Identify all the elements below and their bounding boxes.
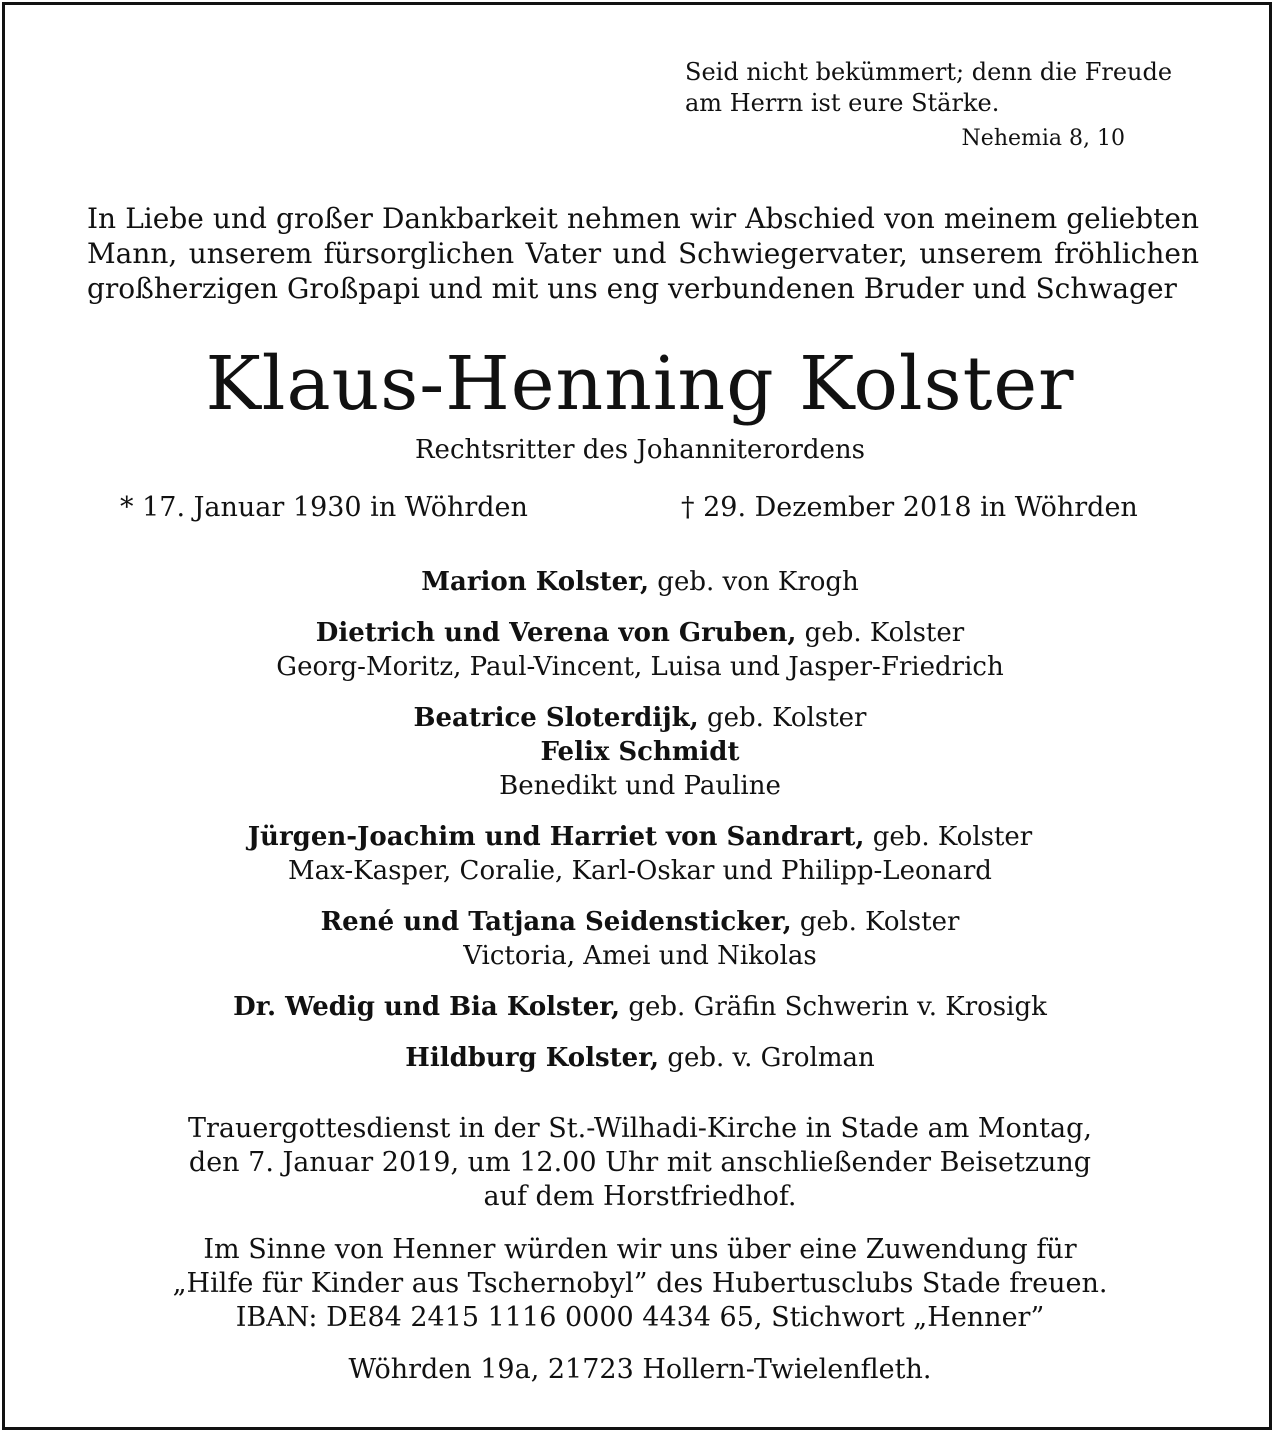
children-line: Georg-Moritz, Paul-Vincent, Luisa und Jasper-Friedrich <box>276 652 1004 682</box>
birth-name: geb. v. Grolman <box>659 1043 875 1073</box>
family-line <box>5 820 1272 854</box>
family-names: Jürgen-Joachim und Harriet von Sandrart, <box>247 822 865 852</box>
birth-name: geb. Kolster <box>796 618 965 648</box>
children-line: Max-Kasper, Coralie, Karl-Oskar und Philipp-Leonard <box>288 856 992 886</box>
family-names: René und Tatjana Seidensticker, <box>320 907 792 937</box>
family-names: Beatrice Sloterdijk, <box>413 703 699 733</box>
family-group <box>5 820 1272 888</box>
obituary-frame <box>2 2 1272 1430</box>
family-group <box>5 701 1272 803</box>
family-address: Wöhrden 19a, 21723 Hollern-Twielenfleth. <box>348 1354 932 1385</box>
family-line <box>5 701 1272 735</box>
birth-name: geb. Kolster <box>864 822 1033 852</box>
verse-line: am Herrn ist eure Stärke. <box>685 89 1000 117</box>
birth-name: geb. Kolster <box>698 703 867 733</box>
birth-date: * 17. Januar 1930 in Wöhrden <box>120 492 528 523</box>
family-names: Dr. Wedig und Bia Kolster, <box>233 992 621 1022</box>
family-group <box>5 616 1272 684</box>
children-line: Benedikt und Pauline <box>499 771 781 801</box>
family-names: Hildburg Kolster, <box>405 1043 660 1073</box>
death-date: † 29. Dezember 2018 in Wöhrden <box>681 492 1138 523</box>
deceased-name: Klaus-Henning Kolster <box>205 341 1075 427</box>
intro-paragraph <box>87 201 1199 306</box>
family-list <box>5 565 1272 1092</box>
donation-info <box>5 1233 1272 1335</box>
service-line: Trauergottesdienst in der St.-Wilhadi-Kirche in Stade am Montag, <box>187 1113 1092 1144</box>
intro-line: Mann, unserem fürsorglichen Vater und Schwiegervater, unserem fröhlichen <box>87 237 1199 270</box>
family-group <box>5 905 1272 973</box>
donation-line: Im Sinne von Henner würden wir uns über eine Zuwendung für <box>203 1234 1077 1265</box>
verse-reference: Nehemia 8, 10 <box>961 126 1125 151</box>
family-line <box>5 616 1272 650</box>
family-line <box>5 735 1272 769</box>
service-line: auf dem Horstfriedhof. <box>483 1181 797 1212</box>
children-line: Victoria, Amei und Nikolas <box>463 941 817 971</box>
donation-line: „Hilfe für Kinder aus Tschernobyl” des Hubertusclubs Stade freuen. <box>172 1268 1108 1299</box>
intro-line: großherzigen Großpapi und mit uns eng verbundenen Bruder und Schwager <box>87 272 1177 305</box>
bible-verse <box>685 57 1205 154</box>
family-names: Dietrich und Verena von Gruben, <box>315 618 797 648</box>
service-line: den 7. Januar 2019, um 12.00 Uhr mit anschließender Beisetzung <box>188 1147 1092 1178</box>
family-names: Marion Kolster, <box>421 567 650 597</box>
family-line <box>5 905 1272 939</box>
birth-name: geb. Gräfin Schwerin v. Krosigk <box>620 992 1047 1022</box>
family-group <box>5 1041 1272 1075</box>
birth-name: geb. von Krogh <box>649 567 859 597</box>
family-line <box>5 990 1272 1024</box>
family-line <box>5 565 1272 599</box>
deceased-title: Rechtsritter des Johanniterordens <box>414 435 865 465</box>
verse-line: Seid nicht bekümmert; denn die Freude <box>685 58 1173 86</box>
family-line <box>5 1041 1272 1075</box>
funeral-service-info <box>5 1112 1272 1214</box>
birth-name: geb. Kolster <box>791 907 960 937</box>
family-group <box>5 565 1272 599</box>
iban-line: IBAN: DE84 2415 1116 0000 4434 65, Stichwort „Henner” <box>235 1302 1045 1333</box>
family-names: Felix Schmidt <box>540 737 740 767</box>
family-group <box>5 990 1272 1024</box>
intro-line: In Liebe und großer Dankbarkeit nehmen wir Abschied von meinem geliebten <box>87 202 1199 235</box>
